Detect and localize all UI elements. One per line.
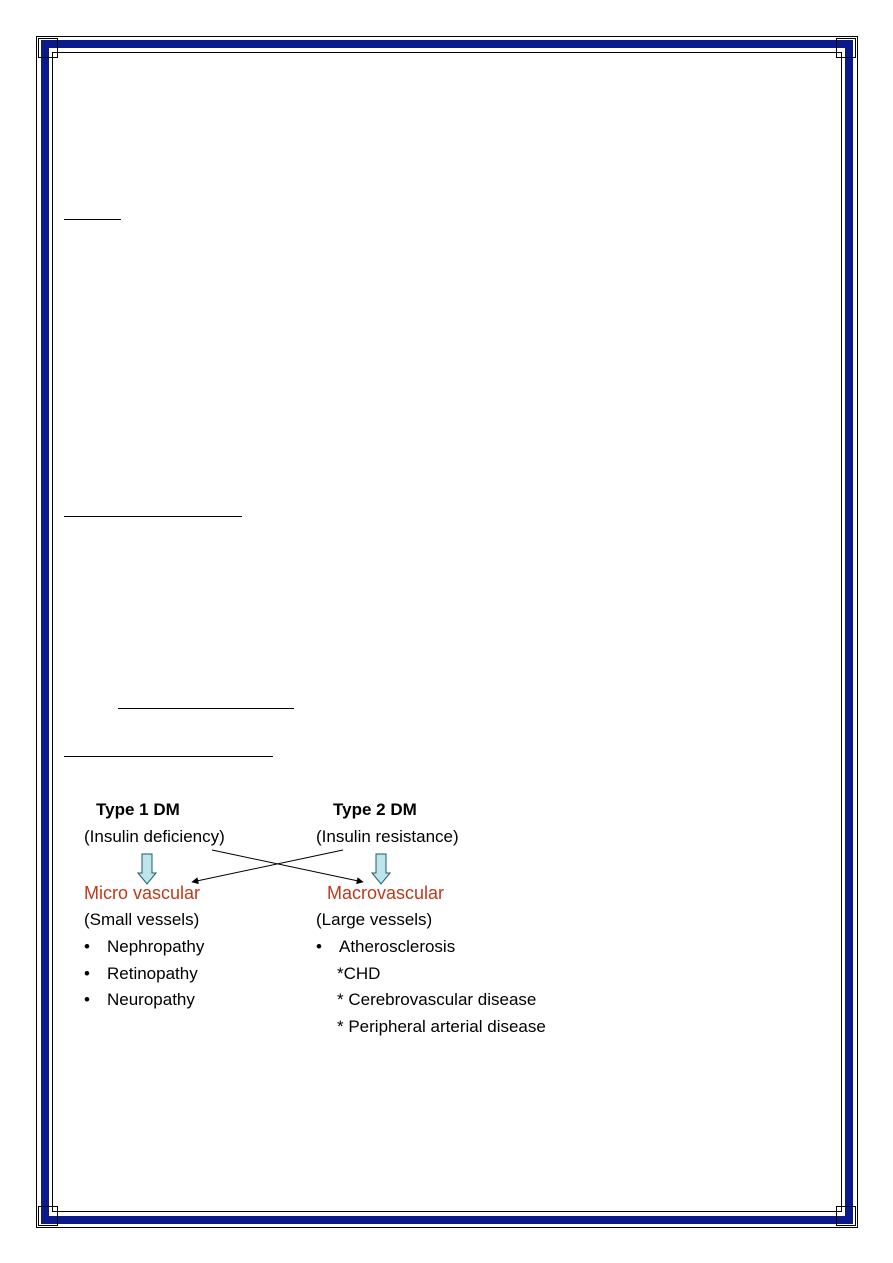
macro-subtitle: (Large vessels) (316, 910, 433, 929)
type2-title: Type 2 DM (333, 800, 417, 819)
micro-item: Nephropathy (107, 937, 205, 956)
micro-subtitle: (Small vessels) (84, 910, 200, 929)
micro-item: Retinopathy (107, 964, 198, 983)
bullet-icon: • (316, 937, 322, 956)
type1-cause: (Insulin deficiency) (84, 827, 225, 846)
arrow-type1-to-macro (212, 850, 363, 882)
macro-subitem: * Peripheral arterial disease (337, 1017, 546, 1036)
micro-title: Micro vascular (84, 883, 201, 903)
arrow-type2-to-micro (192, 850, 343, 882)
bullet-icon: • (84, 990, 90, 1009)
bullet-icon: • (84, 937, 90, 956)
macro-item: Atherosclerosis (339, 937, 456, 956)
macro-subitem: *CHD (337, 964, 381, 983)
bullet-icon: • (84, 964, 90, 983)
micro-item: Neuropathy (107, 990, 195, 1009)
type1-title: Type 1 DM (96, 800, 180, 819)
type2-cause: (Insulin resistance) (316, 827, 459, 846)
macro-subitem: * Cerebrovascular disease (337, 990, 537, 1009)
macro-title: Macrovascular (327, 883, 445, 903)
